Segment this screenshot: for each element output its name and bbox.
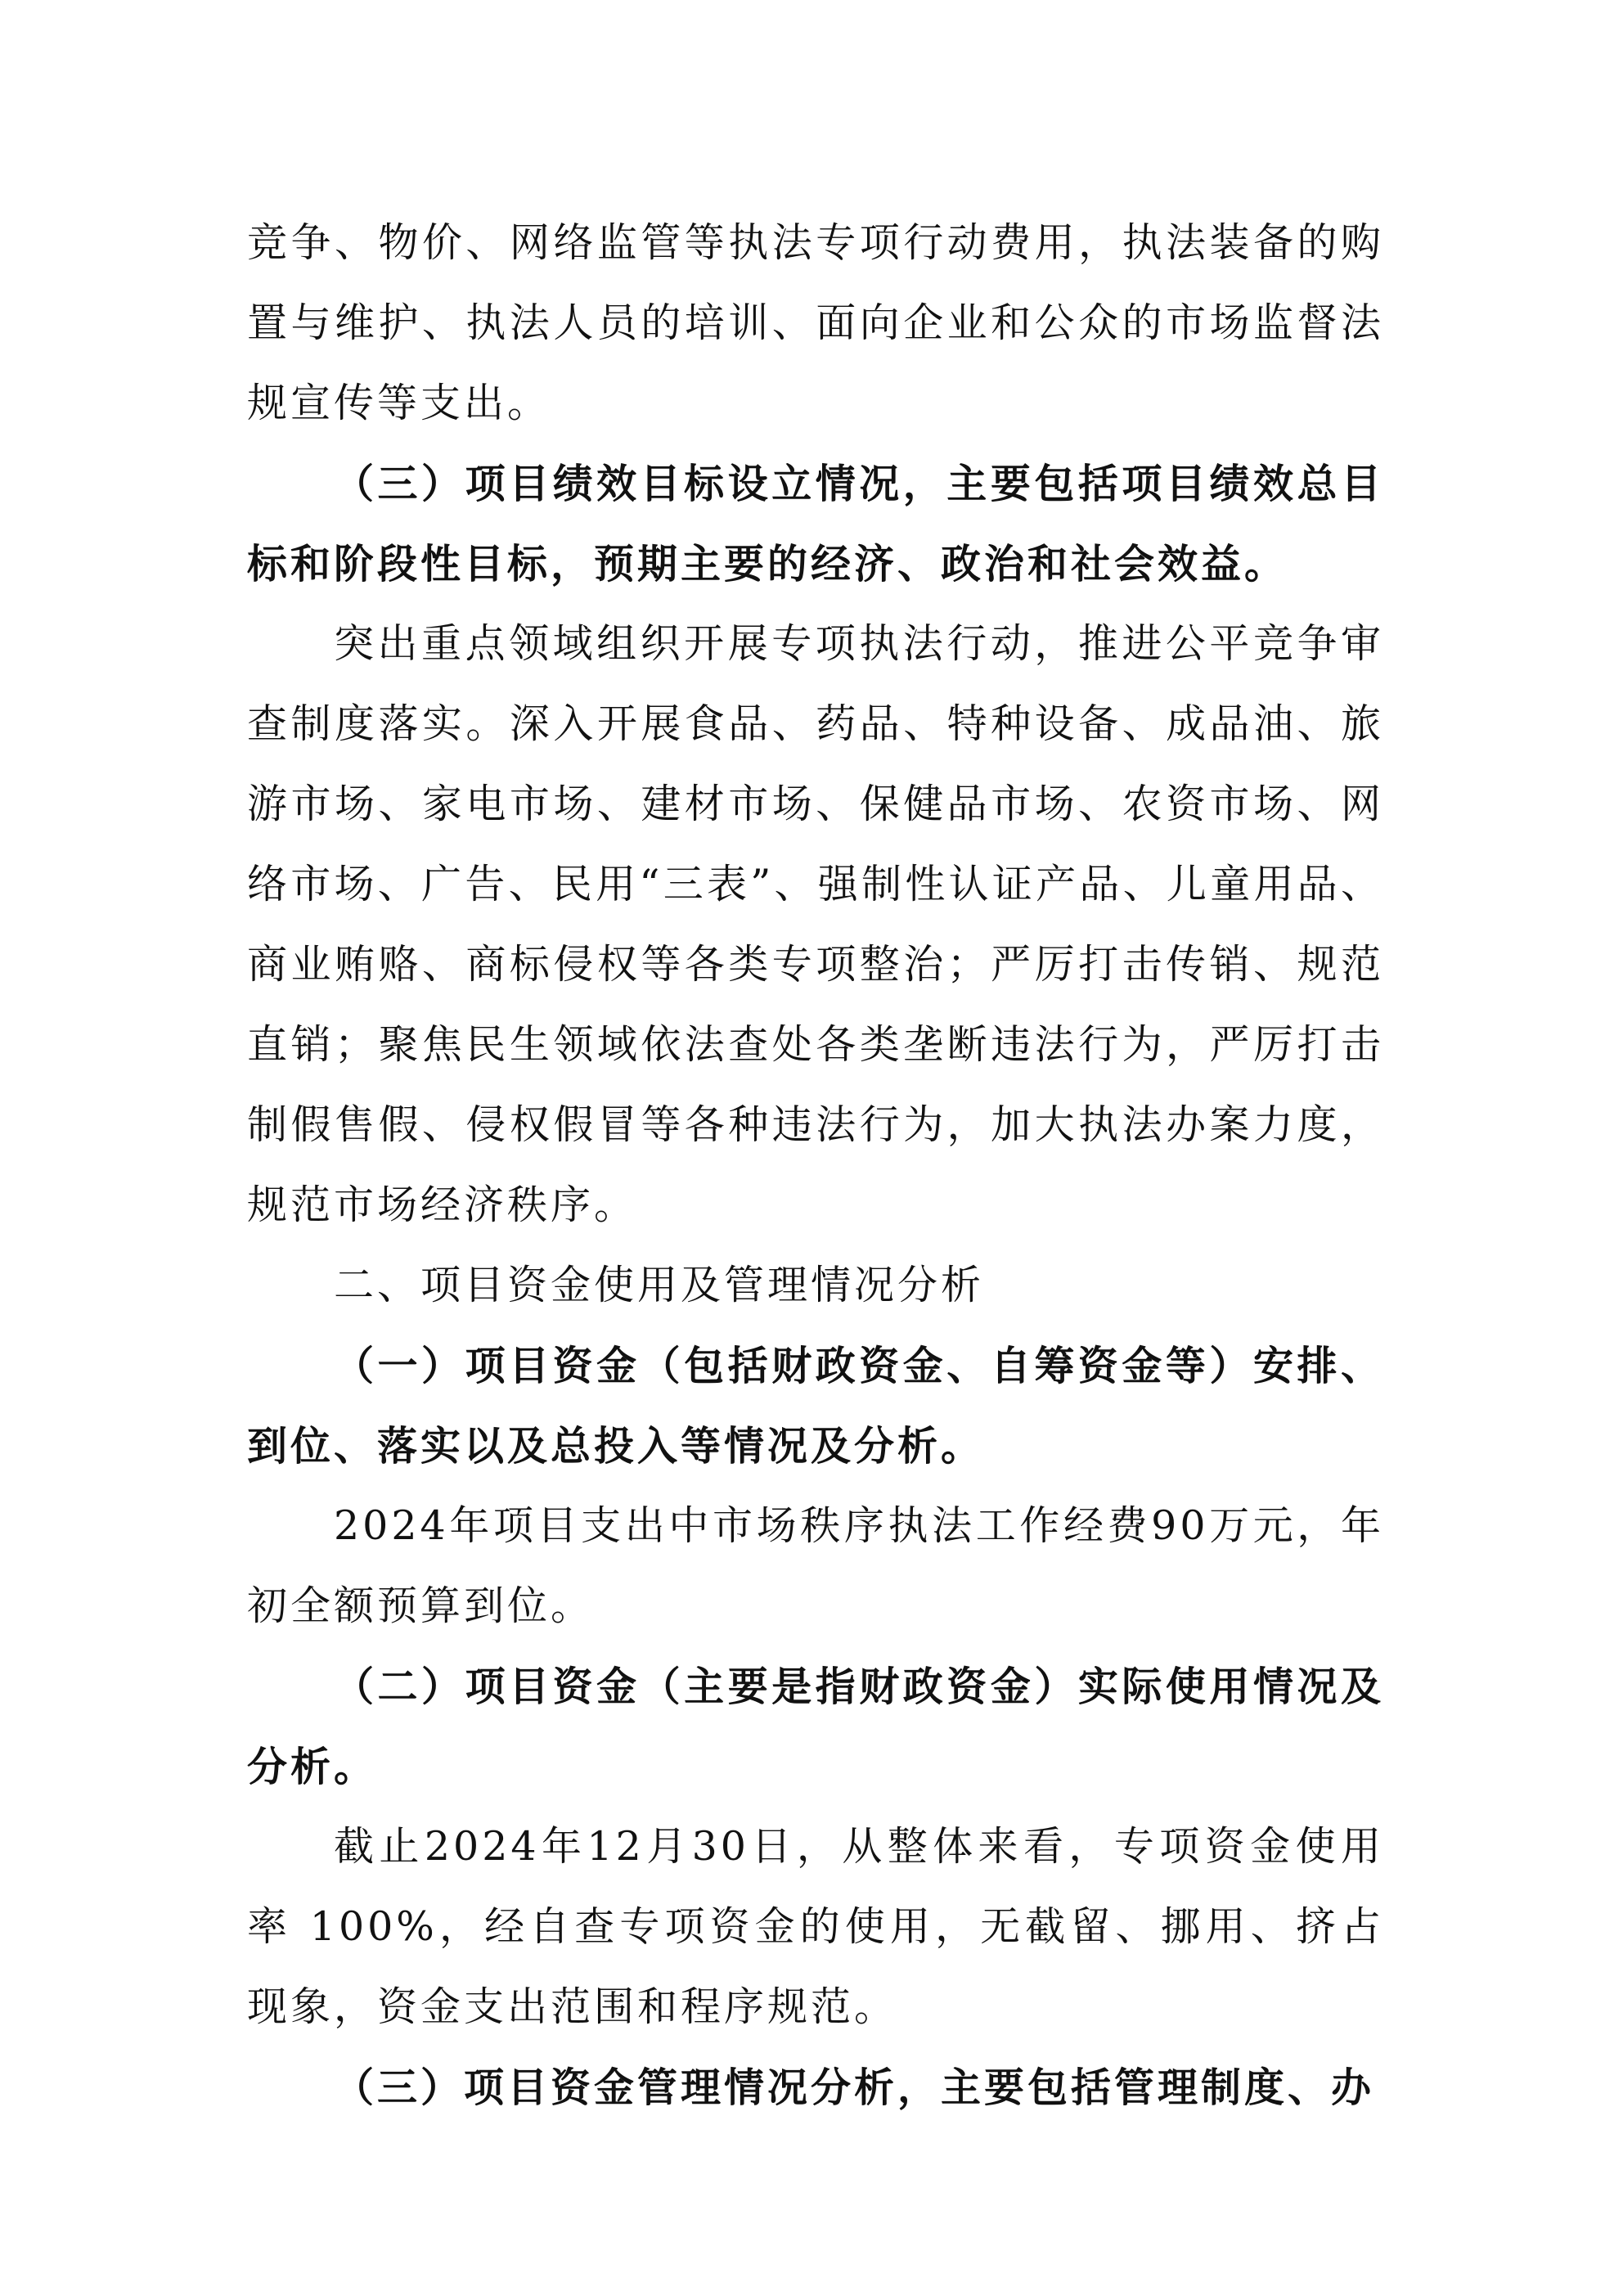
paragraph-fund-actual-use: 截止2024年12月30日，从整体来看，专项资金使用率 100%，经自查专项资金的使用，无截留、挪用、挤占现象，资金支出范围和程序规范。 [247, 1823, 1384, 2030]
document-body [247, 203, 1384, 2127]
paragraph-expense-scope: 竞争、物价、网络监管等执法专项行动费用，执法装备的购置与维护、执法人员的培训、面向企业和公众的市场监督法规宣传等支出。 [247, 219, 1384, 426]
heading-performance-goals: （三）项目绩效目标设立情况，主要包括项目绩效总目标和阶段性目标，预期主要的经济、政治和社会效益。 [247, 460, 1384, 588]
heading-fund-arrangement: （一）项目资金（包括财政资金、自筹资金等）安排、到位、落实以及总投入等情况及分析。 [247, 1342, 1384, 1470]
paragraph-fund-arrangement: 2024年项目支出中市场秩序执法工作经费90万元，年初全额预算到位。 [247, 1502, 1384, 1629]
heading-fund-actual-use: （二）项目资金（主要是指财政资金）实际使用情况及分析。 [247, 1663, 1384, 1790]
heading-fund-management: （三）项目资金管理情况分析，主要包括管理制度、办 [334, 2064, 1375, 2111]
section-heading-fund-usage: 二、项目资金使用及管理情况分析 [334, 1262, 985, 1308]
paragraph-performance-goals: 突出重点领域组织开展专项执法行动，推进公平竞争审查制度落实。深入开展食品、药品、特种设备、成品油、旅游市场、家电市场、建材市场、保健品市场、农资市场、网络市场、广告、民用“三表”、强制性认证产品、儿童用品、商业贿赂、商标侵权等各类专项整治；严厉打击传销、规范直销；聚焦民生领域依法查处各类垄断违法行为，严厉打击制假售假、侵权假冒等各种违法行为，加大执法办案力度，规范市场经济秩序。 [247, 620, 1384, 1228]
